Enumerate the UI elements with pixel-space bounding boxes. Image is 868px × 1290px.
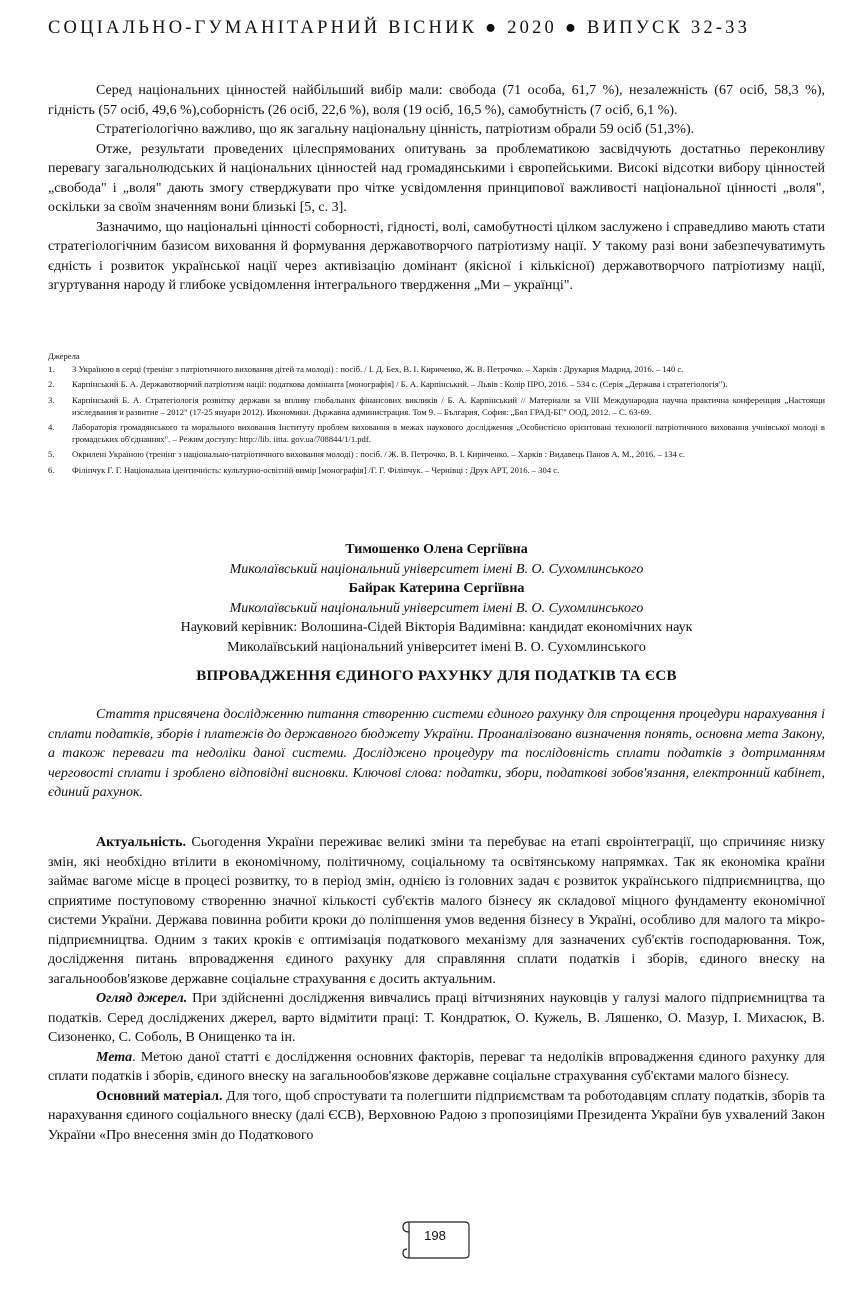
source-text: Філіпчук Г. Г. Національна ідентичність: культурно-освітній вимір [монографія] /Г. Г. Філіпчук. – Чернівці : Друк АРТ, 2016. – 304 с. (72, 464, 560, 475)
article-title: ВПРОВАДЖЕННЯ ЄДИНОГО РАХУНКУ ДЛЯ ПОДАТКІВ ТА ЄСВ (196, 668, 677, 684)
paragraph-text: Сьогодення України переживає великі зміни та перебуває на етапі євроінтеграції, що спричиняє низку змін, які необхідно втілити в економічному, політичному, соціальному та освітянському напрямках. Так як економіка країни займає вагоме місце в процесі розвитку, то в період змін, однією із головних задач є розвиток українського підприємництва, що сприятиме поступовому створенню значної кількості суб'єктів малого бізнесу як складової міцного фундаменту економічної системи України. Держава повинна робити кроки до поліпшення умов ведення бізнесу в Україні, особливо для малого та мікро-підприємництва. Одним з таких кроків є оптимізація податкового механізму для зазначених суб'єктів господарювання. Тож, дослідження питань впровадження єдиного рахунку для справляння сплати податків і зборів, єдиного внеску на загальнообов'язкове державне соціальне страхування є досить актуальним. (48, 835, 825, 987)
source-number: 4. (48, 422, 55, 433)
source-item (48, 394, 825, 418)
section-lead: Основний матеріал. (96, 1088, 223, 1104)
source-item (48, 448, 825, 460)
paragraph (48, 989, 825, 1048)
source-text: Карпінський Б. А. Стратегіологія розвитку держави за впливу глобальних фінансових викликів / Б. А. Карпінський // Материали за VIII Международна научна практична конференция „Настоящи изследвания и развитие – 2012" (17-25 януари 2012). Икономики. Държавна администрация. Том 9. – България, София: „Бял ГРАД-БГ" ООД, 2012. – С. 63-69. (72, 394, 825, 417)
author-name: Тимошенко Олена Сергіївна (345, 542, 528, 557)
source-item (48, 378, 825, 390)
paragraph: Стратегіологічно важливо, що як загальну національну цінність, патріотизм обрали 59 осіб (51,3%). (96, 122, 695, 137)
source-item (48, 464, 825, 476)
paragraph (48, 1048, 825, 1087)
intro-section (48, 81, 825, 296)
page-number: 198 (424, 1228, 446, 1243)
main-section (48, 833, 825, 1145)
sources-list (48, 350, 825, 479)
source-number: 5. (48, 449, 55, 460)
source-item (48, 363, 825, 375)
abstract (48, 705, 825, 803)
paragraph: Зазначимо, що національні цінності соборності, гідності, волі, самобутності цілком заслужено і справедливо мають стати стратегіологічним базисом виховання й формування державотворчого патріотизму нації. У такому разі вони забезпечуватимуть єдність і розвиток української нації через активізацію домінант (якісної і кількісної) державотворчого патріотизму нації, згуртування народу й глибоке усвідомлення інтегрального твердження „Ми – українці". (48, 219, 825, 293)
source-text: Карпінський Б. А. Державотворчий патріотизм нації: податкова домінанта [монографія] / Б. А. Карпінський. – Львів : Колір ПРО, 2016. – 534 с. (Серія „Держава і стратегіологія"). (72, 379, 728, 390)
paragraph: Серед національних цінностей найбільший вибір мали: свобода (71 особа, 61,7 %), незалежність (67 осіб, 58,3 %), гідність (57 осіб, 49,6 %),соборність (26 осіб, 22,6 %), воля (19 осіб, 16,5 %), самобутність (7 осіб, 6,1 %). (48, 83, 825, 118)
paragraph: Отже, результати проведених цілеспрямованих опитувань за проблематикою засвідчують достатньо переконливу перевагу загальнолюдських й національних цінностей над громадянськими і європейськими. Високі відсотки вибору цінностей „свобода" і „воля" дають змогу стверджувати про чітке усвідомлення принципової важливості національної цінності „воля", оскільки за своїм значенням вони близькі [5, с. 3]. (48, 141, 825, 215)
abstract-text: Стаття присвячена дослідженню питання створенню системи єдиного рахунку для спрощення процедури нарахування і сплати податків, зборів і платежів до державного бюджету України. Проаналізовано визначення понять, основна мета Закону, а також переваги та недоліки даної системи. Досліджено процедуру та послідовність сплати податків з дотриманням черговості сплати і зроблено відповідні висновки. Ключові слова: податки, збори, податкові зобов'язання, електронний кабінет, єдиний рахунок. (48, 707, 825, 800)
author-block (48, 540, 825, 657)
paragraph-text: При здійсненні дослідження вивчались праці вітчизняних науковців у галузі малого підприємництва та податків. Серед досліджених джерел, варто відмітити праці: Т. Кондратюк, О. Кужель, В. Ляшенко, О. Мазур, І. Михасюк, В. Сизоненко, С. Соболь, В Онищенко та ін. (48, 991, 825, 1045)
paragraph (48, 1087, 825, 1146)
paragraph (48, 833, 825, 989)
source-text: Окрилені Україною (тренінг з національно-патріотичного виховання молоді) : посіб. / Ж. В. Петрочко, В. І. Кириченко. – Харків : Видавець Панов А. М., 2016. – 134 с. (72, 449, 685, 460)
paragraph-text: . Метою даної статті є дослідження основних факторів, переваг та недоліків впровадження єдиного рахунку для сплати податків і зборів, єдиного внеску на загальнообов'язкове державне соціальне страхування суб'єктами малого бізнесу. (48, 1049, 825, 1084)
author-name: Байрак Катерина Сергіївна (348, 581, 525, 596)
section-lead: Актуальність. (96, 835, 187, 850)
sources-title: Джерела (48, 351, 80, 361)
section-lead: Мета (96, 1049, 133, 1065)
running-header: СОЦІАЛЬНО-ГУМАНІТАРНИЙ ВІСНИК ● 2020 ● ВИПУСК 32-33 (48, 18, 751, 38)
page-number-scroll (399, 1218, 471, 1262)
supervisor-affiliation: Миколаївський національний університет імені В. О. Сухомлинського (227, 639, 646, 655)
author-affiliation: Миколаївський національний університет імені В. О. Сухомлинського (229, 561, 644, 577)
supervisor: Науковий керівник: Волошина-Сідей Вікторія Вадимівна: кандидат економічних наук (180, 620, 693, 635)
source-number: 1. (48, 364, 55, 375)
section-lead: Огляд джерел. (96, 991, 188, 1006)
source-number: 6. (48, 464, 55, 475)
author-affiliation: Миколаївський національний університет імені В. О. Сухомлинського (229, 600, 644, 616)
source-number: 2. (48, 379, 55, 390)
source-item (48, 421, 825, 445)
source-text: З Україною в серці (тренінг з патріотичного виховання дітей та молоді) : посіб. / І. Д. Бех, В. І. Кириченко, Ж. В. Петрочко. – Харків : Друкарня Мадрид, 2016. – 140 с. (72, 364, 684, 375)
source-text: Лабораторія громадянського та морального виховання Інституту проблем виховання в межах наукового дослідження „Особистісно орієнтовані технології патріотичного виховання учнівської молоді в громадських об'єднаннях". – Режим доступу: http://lib. iitta. gov.ua/708844/1/1.pdf. (72, 422, 825, 445)
paragraph-text: Для того, щоб спростувати та полегшити підприємствам та роботодавцям сплату податків, зборів та нарахування єдиного соціального внеску (далі ЄСВ), Верховною Радою з пропозиціями Президента України був ухвалений Закон України «Про внесення змін до Податкового (48, 1088, 826, 1143)
source-number: 3. (48, 394, 55, 405)
